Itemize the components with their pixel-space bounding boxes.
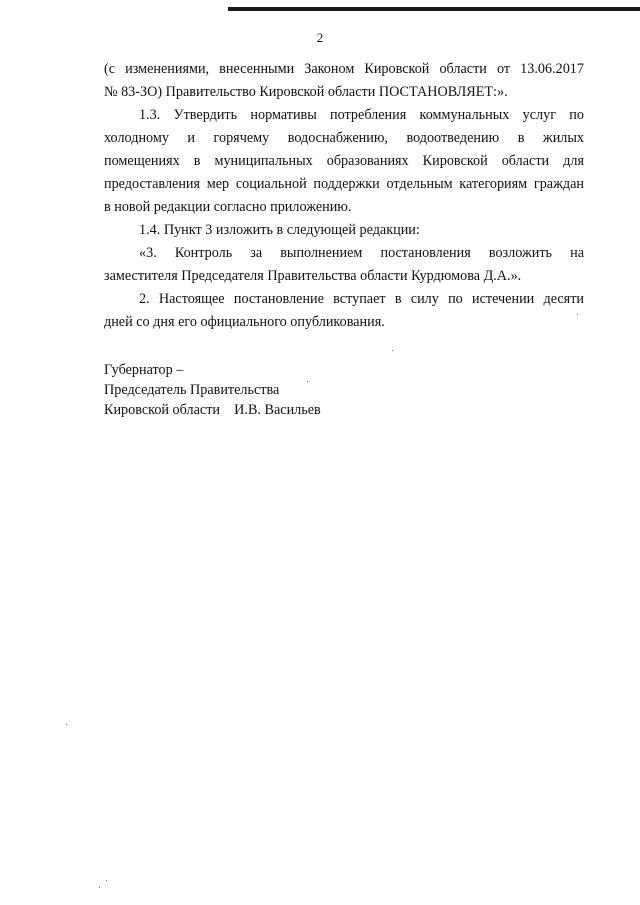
signature-block bbox=[104, 360, 404, 420]
text-line: холодному и горячему водоснабжению, водоотведению в жилых bbox=[104, 130, 584, 146]
text-line: предоставления мер социальной поддержки отдельным категориям граждан bbox=[104, 176, 584, 192]
text-line: «3. Контроль за выполнением постановления возложить на bbox=[139, 245, 584, 261]
scan-speck bbox=[307, 381, 308, 382]
paragraph-clause-1-3 bbox=[104, 104, 584, 219]
paragraph-amendment-reference bbox=[104, 58, 584, 104]
paragraph-effective-date bbox=[104, 288, 584, 334]
text-line: 1.4. Пункт 3 изложить в следующей редакции: bbox=[139, 222, 420, 238]
text-line: 1.3. Утвердить нормативы потребления коммунальных услуг по bbox=[139, 107, 584, 123]
top-border-line bbox=[228, 7, 640, 11]
scan-speck bbox=[392, 350, 393, 351]
text-line: (с изменениями, внесенными Законом Кировской области от 13.06.2017 bbox=[104, 61, 584, 77]
page-number: 2 bbox=[316, 30, 324, 45]
text-line: 2. Настоящее постановление вступает в силу по истечении десяти bbox=[139, 291, 584, 307]
scan-speck bbox=[577, 314, 578, 315]
text-line: помещениях в муниципальных образованиях Кировской области для bbox=[104, 153, 584, 169]
scan-speck bbox=[99, 887, 100, 888]
signature-title-line-2: Председатель Правительства bbox=[104, 382, 280, 398]
signature-title-line-1: Губернатор – bbox=[104, 362, 184, 378]
scan-speck bbox=[106, 880, 107, 881]
text-line: дней со дня его официального опубликования. bbox=[104, 314, 385, 330]
text-line: № 83-ЗО) Правительство Кировской области ПОСТАНОВЛЯЕТ:». bbox=[104, 84, 508, 100]
text-line: заместителя Председателя Правительства области Курдюмова Д.А.». bbox=[104, 268, 522, 284]
text-line: в новой редакции согласно приложению. bbox=[104, 199, 352, 215]
signature-name-line: Кировской области И.В. Васильев bbox=[104, 402, 321, 418]
scan-speck bbox=[66, 724, 67, 725]
paragraph-clause-3-text bbox=[104, 242, 584, 288]
paragraph-clause-1-4 bbox=[104, 219, 584, 242]
